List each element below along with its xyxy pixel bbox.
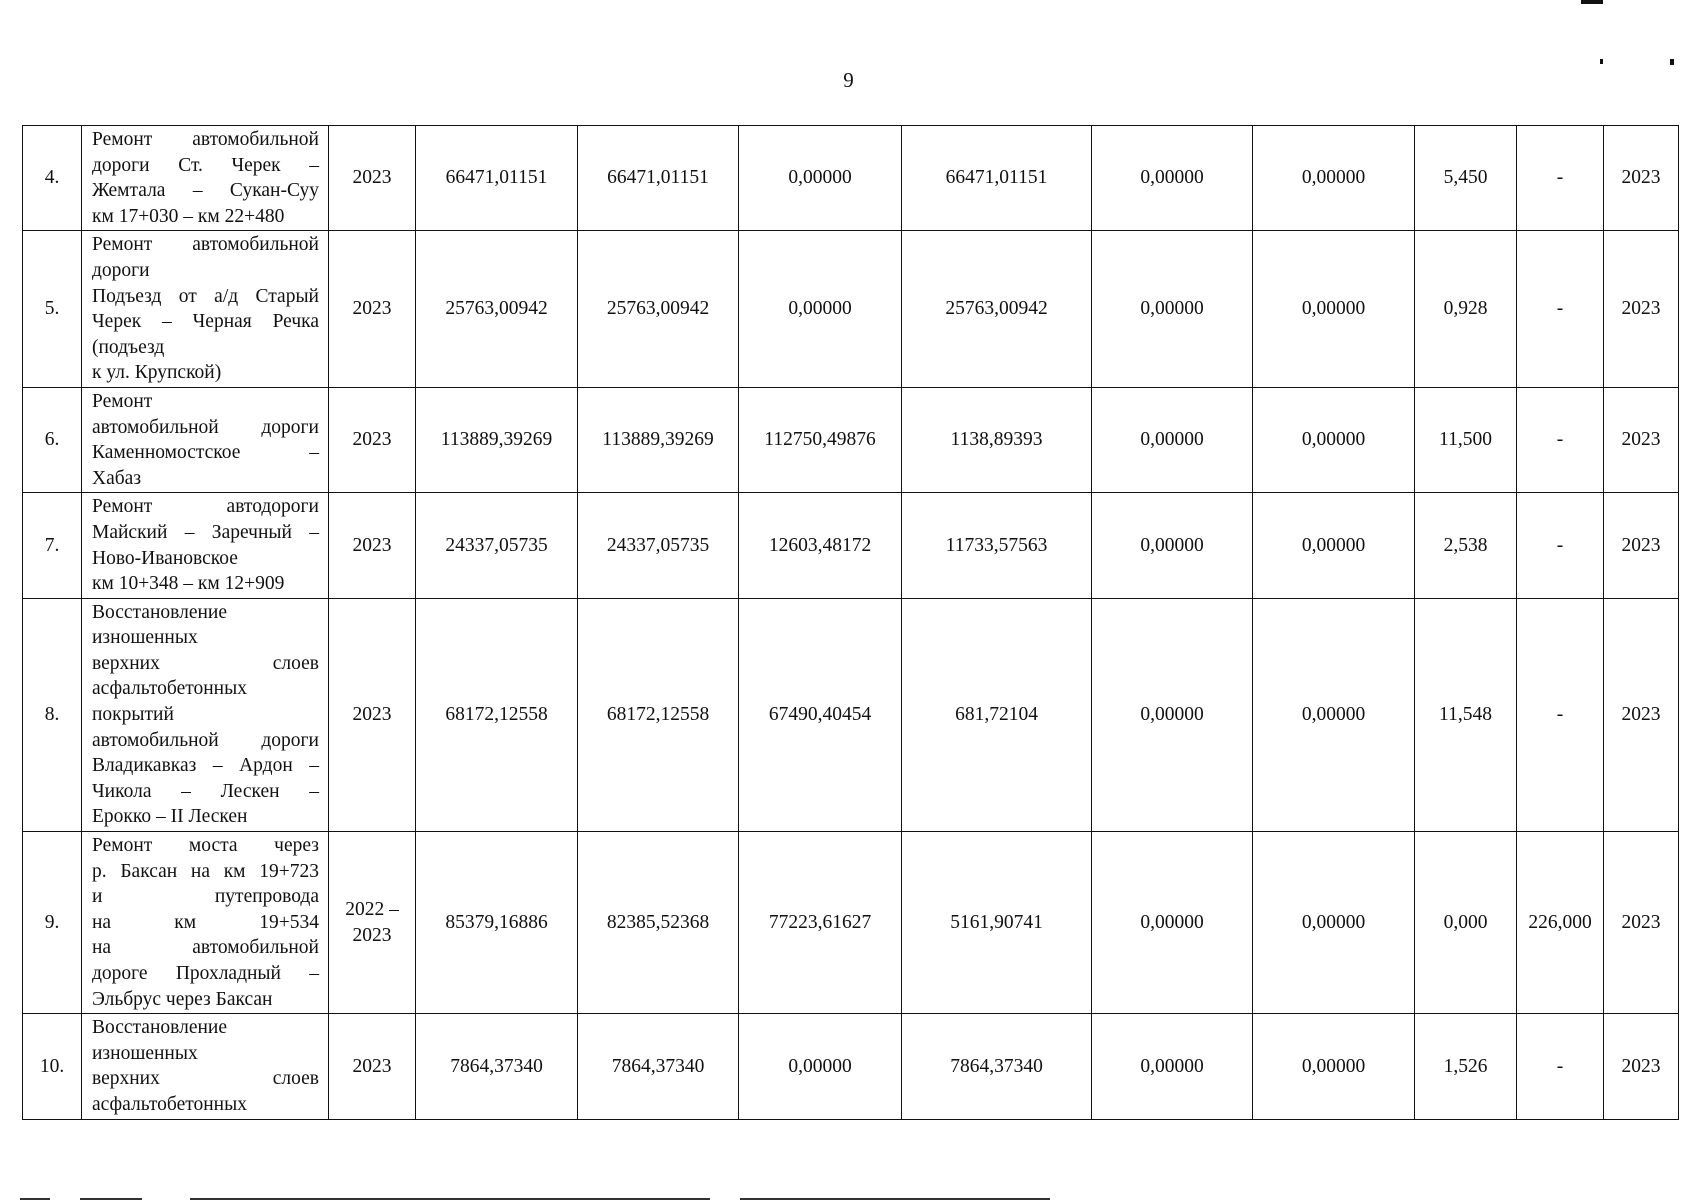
length-cell: 0,000 [1415, 832, 1517, 1014]
value-cell: 82385,52368 [578, 832, 739, 1014]
value-cell: 7864,37340 [578, 1014, 739, 1119]
length-cell: - [1517, 598, 1604, 831]
object-name-line: Ремонт [92, 390, 153, 412]
value-cell: 113889,39269 [578, 387, 739, 492]
object-name [82, 387, 329, 492]
year-cell: 2023 [329, 231, 416, 388]
object-name [82, 126, 329, 231]
value-cell: 25763,00942 [902, 231, 1092, 388]
value-cell: 68172,12558 [578, 598, 739, 831]
value-cell: 112750,49876 [739, 387, 902, 492]
value-cell: 0,00000 [1092, 1014, 1253, 1119]
object-name-line: Ново-Ивановское [92, 547, 238, 569]
object-name-line: изношенных [92, 1042, 198, 1064]
value-cell: 25763,00942 [416, 231, 578, 388]
row-number: 6. [23, 387, 82, 492]
completion-year-cell: 2023 [1604, 231, 1679, 388]
length-cell: 1,526 [1415, 1014, 1517, 1119]
completion-year-cell: 2023 [1604, 832, 1679, 1014]
object-name-line: Ремонт автомобильной [92, 129, 319, 150]
completion-year-cell: 2023 [1604, 126, 1679, 231]
object-name-line: на автомобильной [92, 937, 319, 959]
object-name-line: Восстановление [92, 601, 228, 623]
value-cell: 0,00000 [1092, 598, 1253, 831]
row-number: 10. [23, 1014, 82, 1119]
value-cell: 0,00000 [1092, 231, 1253, 388]
value-cell: 0,00000 [1092, 493, 1253, 598]
object-name-line: Жемтала – Сукан-Суу [92, 180, 319, 202]
object-name [82, 231, 329, 388]
value-cell: 0,00000 [1092, 387, 1253, 492]
object-name-line: к ул. Крупской) [92, 362, 222, 384]
year-cell: 2023 [329, 126, 416, 231]
object-name-line: Ремонт моста через [92, 835, 319, 857]
value-cell: 113889,39269 [416, 387, 578, 492]
object-name-line: Ремонт автодороги [92, 496, 319, 518]
year-range-start: 2022 – [345, 899, 399, 921]
table-row [23, 832, 1679, 1014]
page-number: 9 [843, 68, 854, 92]
object-name [82, 832, 329, 1014]
value-cell: 0,00000 [1253, 598, 1415, 831]
table-row [23, 493, 1679, 598]
value-cell: 66471,01151 [578, 126, 739, 231]
value-cell: 24337,05735 [578, 493, 739, 598]
object-name-line: и путепровода [92, 886, 319, 908]
row-number: 9. [23, 832, 82, 1014]
value-cell: 0,00000 [739, 1014, 902, 1119]
object-name-line: на км 19+534 [92, 911, 319, 933]
object-name [82, 493, 329, 598]
object-name-line: изношенных [92, 627, 198, 649]
row-number: 7. [23, 493, 82, 598]
value-cell: 1138,89393 [902, 387, 1092, 492]
object-name-line: асфальтобетонных [92, 678, 247, 700]
year-cell: 2023 [329, 493, 416, 598]
length-cell: 0,928 [1415, 231, 1517, 388]
value-cell: 0,00000 [1253, 126, 1415, 231]
row-number: 8. [23, 598, 82, 831]
table-row [23, 598, 1679, 831]
year-cell: 2023 [329, 1014, 416, 1119]
object-name-line: Эльбрус через Баксан [92, 988, 273, 1010]
year-range-end: 2023 [352, 924, 392, 946]
value-cell: 0,00000 [1092, 126, 1253, 231]
object-name [82, 1014, 329, 1119]
row-number: 5. [23, 231, 82, 388]
object-name-line: Чикола – Лескен – [92, 780, 319, 802]
object-name-line: км 17+030 – км 22+480 [92, 205, 285, 227]
length-cell: - [1517, 387, 1604, 492]
scan-artifact-dot [1670, 59, 1674, 65]
value-cell: 12603,48172 [739, 493, 902, 598]
scan-artifact-dot [1600, 59, 1603, 64]
object-name-line: Ерокко – II Лескен [92, 806, 248, 828]
object-name-line: Черек – Черная Речка [92, 311, 319, 333]
table-row [23, 387, 1679, 492]
value-cell: 67490,40454 [739, 598, 902, 831]
object-name-line: дороги Ст. Черек – [92, 154, 319, 176]
length-cell: 5,450 [1415, 126, 1517, 231]
completion-year-cell: 2023 [1604, 493, 1679, 598]
length-cell: 11,500 [1415, 387, 1517, 492]
value-cell: 66471,01151 [902, 126, 1092, 231]
value-cell: 24337,05735 [416, 493, 578, 598]
completion-year-cell: 2023 [1604, 1014, 1679, 1119]
object-name-line: верхних слоев [92, 652, 319, 674]
year-cell: 2023 [329, 598, 416, 831]
object-name-line: Хабаз [92, 467, 142, 489]
object-name-line: р. Баксан на км 19+723 [92, 860, 319, 882]
object-name-line: автомобильной дороги [92, 729, 319, 751]
value-cell: 0,00000 [1253, 493, 1415, 598]
row-number: 4. [23, 126, 82, 231]
length-cell: - [1517, 231, 1604, 388]
value-cell: 85379,16886 [416, 832, 578, 1014]
value-cell: 25763,00942 [578, 231, 739, 388]
value-cell: 7864,37340 [902, 1014, 1092, 1119]
length-cell: - [1517, 1014, 1604, 1119]
table-row [23, 231, 1679, 388]
object-name-line: автомобильной дороги [92, 416, 319, 438]
value-cell: 68172,12558 [416, 598, 578, 831]
value-cell: 681,72104 [902, 598, 1092, 831]
object-name-line: покрытий [92, 704, 174, 726]
object-name-line: Ремонт автомобильной [92, 234, 319, 256]
object-name-line: верхних слоев [92, 1068, 319, 1090]
scan-artifact-top-right [1581, 0, 1603, 4]
value-cell: 0,00000 [1092, 832, 1253, 1014]
value-cell: 0,00000 [1253, 231, 1415, 388]
length-cell: 2,538 [1415, 493, 1517, 598]
object-name-line: Майский – Заречный – [92, 521, 319, 543]
length-cell: - [1517, 493, 1604, 598]
length-cell: - [1517, 126, 1604, 231]
table-row [23, 1014, 1679, 1119]
value-cell: 0,00000 [1253, 1014, 1415, 1119]
road-repair-table [22, 125, 1679, 1120]
value-cell: 0,00000 [1253, 832, 1415, 1014]
object-name-line: Каменномостское – [92, 442, 319, 464]
year-cell: 2023 [329, 387, 416, 492]
object-name-line: дороги [92, 259, 150, 281]
object-name-line: асфальтобетонных [92, 1093, 247, 1115]
object-name [82, 598, 329, 831]
value-cell: 0,00000 [1253, 387, 1415, 492]
value-cell: 0,00000 [739, 126, 902, 231]
object-name-line: (подъезд [92, 336, 165, 358]
year-cell [329, 832, 416, 1014]
completion-year-cell: 2023 [1604, 387, 1679, 492]
object-name-line: км 10+348 – км 12+909 [92, 573, 285, 595]
object-name-line: дороге Прохладный – [92, 963, 319, 984]
value-cell: 66471,01151 [416, 126, 578, 231]
object-name-line: Подъезд от а/д Старый [92, 285, 319, 307]
length-cell: 11,548 [1415, 598, 1517, 831]
table-row [23, 126, 1679, 231]
value-cell: 5161,90741 [902, 832, 1092, 1014]
value-cell: 11733,57563 [902, 493, 1092, 598]
object-name-line: Владикавказ – Ардон – [92, 755, 319, 777]
length-cell: 226,000 [1517, 832, 1604, 1014]
object-name-line: Восстановление [92, 1017, 228, 1039]
value-cell: 77223,61627 [739, 832, 902, 1014]
value-cell: 7864,37340 [416, 1014, 578, 1119]
completion-year-cell: 2023 [1604, 598, 1679, 831]
value-cell: 0,00000 [739, 231, 902, 388]
